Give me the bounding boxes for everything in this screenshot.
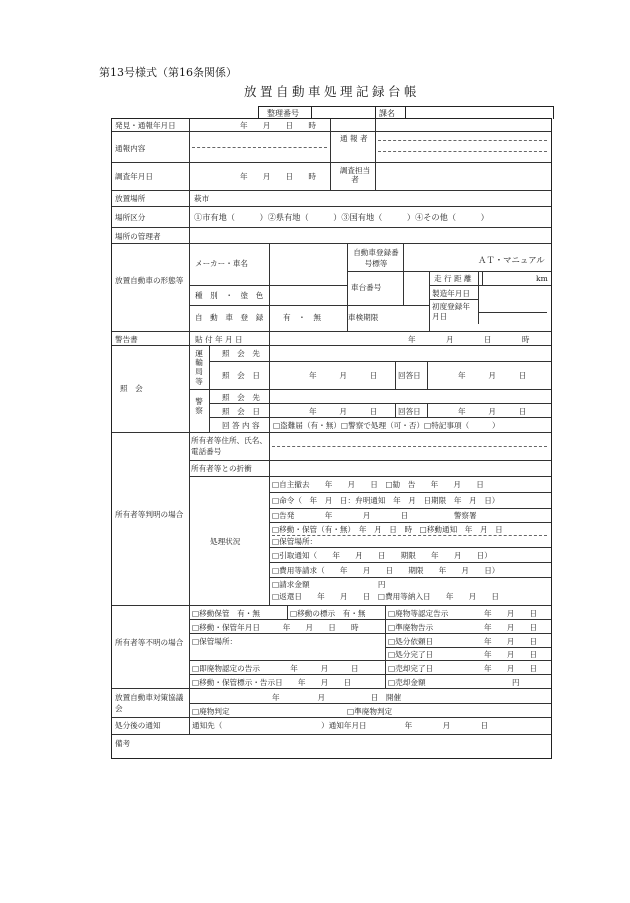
sokou-label: 走 行 距 離 [434, 274, 472, 283]
biko-label: 備考 [115, 739, 131, 748]
kensha-label: 車検期限 [348, 313, 379, 322]
fumei-date-1: 年 月 日 [484, 609, 538, 618]
date-2: 年 月 日 [309, 407, 378, 416]
jokyo-line-9: □返還日 年 月 日 □費用等納入日 年 月 日 [272, 592, 499, 601]
fumei-date-4: 年 月 日 [484, 650, 538, 659]
jokyo-line-7: □費用等請求（ 年 月 日 期限 年 月 日） [272, 566, 500, 575]
fumei-left-6: □移動・保管標示・告示日 年 月 日 [192, 678, 352, 687]
jokyo-line-4: □移動・保管（有・無） 年 月 日 時 □移動通知 年 月 日 [272, 525, 503, 534]
fumei-left-2: □移動・保管年月日 年 月 日 時 [192, 623, 359, 632]
shadai-label: 車台番号 [351, 283, 382, 292]
taisaku-date: 年 月 日 開催 [272, 693, 402, 702]
kubun-label: 場所区分 [115, 213, 146, 222]
fumei-date-5: 年 月 日 [484, 664, 538, 673]
jokyo-line-8: □請求金額 円 [272, 580, 386, 589]
fumei-left-3: □保管場所： [192, 637, 238, 646]
fumei-right-5: □売却完了日 [388, 664, 434, 673]
maker-label: メーカー・車名 [195, 259, 249, 268]
jokyo-line-1: □自主撤去 年 月 日 □勧 告 年 月 日 [272, 480, 484, 489]
jokyo-line-3: □告発 年 月 日 警察署 [272, 511, 477, 520]
shokai-label: 照 会 [120, 384, 143, 393]
jusho-label: 所有者等住所、氏名、電話番号 [191, 436, 267, 456]
record-form [111, 118, 552, 759]
ka-label: 課名 [379, 109, 395, 118]
kaito-bi-2: 回答日 [398, 407, 421, 416]
umu-value: 有 ・ 無 [283, 313, 321, 322]
keikoku-label: 警告書 [115, 335, 138, 344]
fumei-right-1: □廃物等認定告示 [388, 609, 449, 618]
chosa-tanto-label: 調査担当者 [339, 166, 371, 184]
bi-2: 照 会 日 [222, 407, 260, 416]
saki-2: 照 会 先 [222, 393, 260, 402]
fumei-hyoji: □移動の標示 有・無 [290, 609, 366, 618]
fumei-left-5: □即廃物認定の告示 年 月 日 [192, 664, 359, 673]
tsuchi-label: 処分後の通知 [115, 721, 161, 730]
fumei-date-3: 年 月 日 [484, 637, 538, 646]
kaito-bi-1: 回答日 [398, 371, 421, 380]
seizo-label: 製造年月日 [432, 289, 470, 298]
km-unit: km [536, 274, 548, 283]
fumei-left-1: □移動保管 有・無 [192, 609, 260, 618]
kaito-naiyo-value: □盗難届（有・無）□警察で処理（可・否）□特記事項（ ） [273, 421, 500, 430]
tsuchi-value: 通知先（ ）通知年月日 年 月 日 [192, 721, 489, 730]
fumei-right-6: □売却金額 [388, 678, 426, 687]
page-title: 放置自動車処理記録台帳 [244, 84, 421, 99]
shubetsu-label: 種 別 ・ 塗 色 [195, 291, 264, 300]
chosa-label: 調査年月日 [115, 172, 153, 181]
toroku-bango-label: 自動車登録番号標等 [353, 248, 399, 268]
keikoku-date: 年 月 日 時 [408, 335, 530, 344]
jokyo-label: 処理状況 [210, 537, 241, 546]
date-1: 年 月 日 [309, 371, 378, 380]
fumei-right-3: □処分依頼日 [388, 637, 434, 646]
sessho-label: 所有者等との折衝 [191, 464, 252, 473]
jokyo-line-5: □保管場所： [272, 537, 318, 546]
kaito-naiyo-label: 回 答 内 容 [222, 421, 260, 430]
fumei-date-2: 年 月 日 [484, 623, 538, 632]
fumei-right-2: □準廃物告示 [388, 623, 434, 632]
at-manual: ＡＴ・マニュアル [478, 255, 545, 265]
haibutsu-hantei: □廃物判定 [192, 707, 230, 716]
seiri-label: 整理番号 [267, 109, 299, 118]
jokyo-line-6: □引取通知（ 年 月 日 期限 年 月 日） [272, 551, 492, 560]
kanrisha-label: 場所の管理者 [115, 232, 161, 241]
kaito-date-2: 年 月 日 [458, 407, 527, 416]
unyu-label: 運輸局等 [195, 349, 203, 386]
basho-value: 萩市 [194, 194, 210, 203]
hakken-date: 年 月 日 時 [240, 121, 316, 130]
shodo-label: 初度登録年月日 [432, 302, 470, 321]
tsuho-naiyo-label: 通報内容 [115, 144, 146, 153]
keisatsu-label: 警察 [195, 397, 203, 416]
tsuhosha-label: 通 報 者 [340, 134, 368, 143]
chofu-label: 貼 付 年 月 日 [195, 335, 243, 344]
form-number: 第13号様式（第16条関係） [99, 66, 237, 79]
hakken-label: 発見・通報年月日 [115, 121, 176, 130]
saki-1: 照 会 先 [222, 349, 260, 358]
bi-1: 照 会 日 [222, 371, 260, 380]
junhaibutsu-hantei: □準廃物判定 [347, 707, 393, 716]
kaito-date-1: 年 月 日 [458, 371, 527, 380]
fumei-en: 円 [512, 678, 520, 687]
kubun-value: ①市有地（ ）②県有地（ ）③国有地（ ）④その他（ ） [194, 212, 489, 222]
shoyusha-label: 所有者等判明の場合 [115, 510, 184, 519]
fumei-right-4: □処分完了日 [388, 650, 434, 659]
basho-label: 放置場所 [115, 194, 146, 203]
toroku-label: 自 動 車 登 録 [195, 313, 264, 322]
chosa-date: 年 月 日 時 [240, 172, 316, 181]
vehicle-label: 放置自動車の形態等 [115, 276, 184, 285]
jokyo-line-2: □命令（ 年 月 日：弁明通知 年 月 日期限 年 月 日） [272, 496, 500, 505]
fumei-label: 所有者等不明の場合 [115, 638, 184, 647]
taisaku-label: 放置自動車対策協議会 [115, 693, 184, 713]
